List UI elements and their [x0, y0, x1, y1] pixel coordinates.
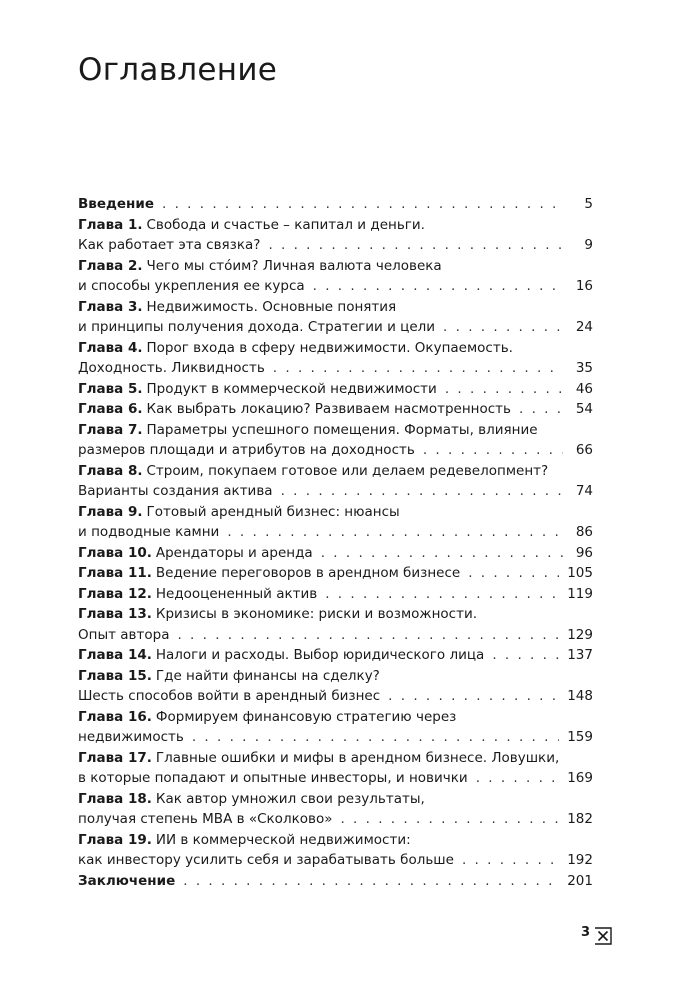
toc-entry-text — [78, 522, 219, 543]
toc-chapter-label: Глава 11. — [78, 565, 152, 581]
toc-leader-dots — [273, 358, 563, 379]
toc-chapter-label: Глава 13. — [78, 606, 152, 622]
toc-entry-title: Опыт автора — [78, 626, 170, 643]
toc-page-number: 54 — [575, 401, 593, 417]
toc-entry-title: Параметры успешного помещения. Форматы, влияние — [146, 421, 538, 438]
toc-entry-text — [78, 276, 305, 297]
toc-entry-title: размеров площади и атрибутов на доходность — [78, 442, 415, 458]
toc-entry-title: Как выбрать локацию? Развиваем насмотренность — [146, 401, 511, 417]
toc-entry-title: Ведение переговоров в арендном бизнесе — [155, 565, 461, 581]
toc-page-number: 5 — [584, 196, 593, 212]
toc-entry-text — [78, 809, 332, 830]
toc-entry-text — [78, 461, 548, 482]
toc-entry-title: Шесть способов войти в арендный бизнес — [78, 688, 381, 704]
toc-chapter-label: Глава 12. — [78, 585, 152, 602]
toc-line — [78, 276, 593, 297]
toc-entry-text — [78, 399, 511, 420]
toc-entry-title: недвижимость — [78, 729, 184, 745]
toc-line — [78, 809, 593, 830]
toc-line — [78, 604, 593, 625]
toc-chapter-label: Глава 8. — [78, 462, 143, 479]
toc-entry-text — [78, 871, 175, 892]
toc-line — [78, 440, 593, 461]
toc-page-number: 182 — [567, 811, 593, 827]
toc-leader-dots — [325, 584, 559, 605]
toc-entry-title: и способы укрепления ее курса — [78, 278, 305, 294]
toc-line — [78, 215, 593, 236]
toc-leader-dots — [321, 543, 563, 564]
toc-line — [78, 379, 593, 400]
toc-entry-text — [78, 850, 454, 871]
x-box-icon — [592, 925, 614, 947]
toc-line — [78, 584, 593, 605]
toc-entry-text — [78, 727, 184, 748]
toc-chapter-label: Введение — [78, 196, 154, 212]
toc-line — [78, 645, 593, 666]
toc-line — [78, 850, 593, 871]
toc-entry-text — [78, 235, 260, 256]
toc-line — [78, 522, 593, 543]
toc-leader-dots — [445, 379, 563, 400]
toc-line — [78, 358, 593, 379]
toc-page-number: 16 — [575, 278, 593, 294]
toc-entry-title: Готовый арендный бизнес: нюансы — [146, 503, 400, 520]
toc-entry-text — [78, 440, 415, 461]
toc-entry-title: и принципы получения дохода. Стратегии и цели — [78, 319, 436, 335]
toc-line — [78, 256, 593, 277]
toc-line — [78, 502, 593, 523]
toc-entry-text — [78, 584, 317, 605]
toc-entry-title: в которые попадают и опытные инвесторы, и новички — [78, 770, 468, 786]
toc-entry-title: Варианты создания актива — [78, 483, 273, 499]
toc-chapter-label: Глава 9. — [78, 503, 143, 520]
toc-entry-text — [78, 502, 400, 523]
toc-leader-dots — [281, 481, 563, 502]
toc-chapter-label: Глава 7. — [78, 421, 143, 438]
toc-line — [78, 686, 593, 707]
toc-chapter-label: Глава 6. — [78, 401, 143, 417]
toc-chapter-label: Глава 15. — [78, 667, 152, 684]
toc-page-number: 137 — [567, 647, 593, 663]
toc-entry-text — [78, 297, 396, 318]
toc-entry-title: Налоги и расходы. Выбор юридического лица — [155, 647, 485, 663]
toc-entry-text — [78, 748, 559, 769]
toc-entry-title: Продукт в коммерческой недвижимости — [146, 380, 437, 397]
toc-line — [78, 625, 593, 646]
toc-entry-text — [78, 830, 411, 851]
toc-line — [78, 707, 593, 728]
toc-line — [78, 317, 593, 338]
toc-page-number: 169 — [567, 770, 593, 786]
toc-line — [78, 297, 593, 318]
toc-entry-title: Строим, покупаем готовое или делаем редевелопмент? — [146, 462, 549, 479]
toc-entry-text — [78, 686, 380, 707]
toc-chapter-label: Глава 3. — [78, 298, 143, 315]
table-of-contents — [78, 194, 593, 891]
toc-entry-text — [78, 256, 442, 277]
toc-leader-dots — [476, 768, 560, 789]
toc-page-number: 148 — [567, 688, 593, 704]
toc-page-number: 129 — [567, 626, 593, 643]
toc-leader-dots — [340, 809, 559, 830]
toc-entry-title: Где найти финансы на сделку? — [155, 667, 380, 684]
toc-page-number: 24 — [575, 319, 593, 335]
toc-leader-dots — [162, 194, 563, 215]
toc-entry-title: получая степень MBA в «Сколково» — [78, 811, 333, 827]
toc-line — [78, 235, 593, 256]
toc-page-number: 201 — [567, 872, 593, 889]
toc-page-number: 96 — [575, 544, 593, 561]
toc-leader-dots — [227, 522, 563, 543]
toc-page-number: 105 — [567, 565, 593, 581]
toc-entry-text — [78, 543, 313, 564]
toc-entry-title: и подводные камни — [78, 524, 220, 540]
toc-entry-text — [78, 358, 265, 379]
toc-entry-text — [78, 215, 425, 236]
toc-entry-text — [78, 194, 154, 215]
toc-leader-dots — [313, 276, 563, 297]
toc-entry-text — [78, 379, 437, 400]
toc-entry-title: Формируем финансовую стратегию через — [155, 708, 457, 725]
toc-page-number: 119 — [567, 585, 593, 602]
toc-leader-dots — [192, 727, 559, 748]
toc-entry-text — [78, 420, 538, 441]
toc-line — [78, 768, 593, 789]
toc-line — [78, 871, 593, 892]
toc-entry-text — [78, 604, 477, 625]
toc-page-number: 74 — [575, 483, 593, 499]
toc-line — [78, 543, 593, 564]
toc-line — [78, 748, 593, 769]
toc-chapter-label: Глава 5. — [78, 380, 143, 397]
toc-line — [78, 420, 593, 441]
toc-line — [78, 563, 593, 584]
toc-chapter-label: Глава 2. — [78, 257, 143, 274]
toc-entry-text — [78, 625, 169, 646]
toc-entry-text — [78, 789, 425, 810]
toc-leader-dots — [423, 440, 563, 461]
toc-chapter-label: Глава 10. — [78, 544, 152, 561]
toc-entry-title: Порог входа в сферу недвижимости. Окупаемость. — [146, 339, 513, 356]
toc-page-number: 66 — [575, 442, 593, 458]
toc-chapter-label: Глава 1. — [78, 216, 143, 233]
toc-line — [78, 194, 593, 215]
toc-line — [78, 461, 593, 482]
toc-entry-title: Арендаторы и аренда — [155, 544, 313, 561]
toc-entry-title: как инвестору усилить себя и зарабатывать больше — [78, 852, 454, 868]
toc-chapter-label: Глава 17. — [78, 749, 152, 766]
toc-entry-text — [78, 666, 380, 687]
toc-entry-text — [78, 768, 468, 789]
toc-entry-title: Свобода и счастье – капитал и деньги. — [146, 216, 425, 233]
toc-leader-dots — [462, 850, 559, 871]
toc-leader-dots — [443, 317, 563, 338]
toc-chapter-label: Глава 16. — [78, 708, 152, 725]
toc-leader-dots — [268, 235, 563, 256]
toc-entry-text — [78, 707, 456, 728]
toc-chapter-label: Глава 14. — [78, 647, 152, 663]
toc-leader-dots — [177, 625, 559, 646]
toc-leader-dots — [519, 399, 563, 420]
toc-line — [78, 789, 593, 810]
toc-leader-dots — [492, 645, 559, 666]
toc-entry-title: ИИ в коммерческой недвижимости: — [155, 831, 411, 848]
toc-entry-title: Недвижимость. Основные понятия — [146, 298, 397, 315]
toc-entry-text — [78, 563, 460, 584]
toc-line — [78, 481, 593, 502]
toc-entry-text — [78, 317, 435, 338]
toc-chapter-label: Глава 4. — [78, 339, 143, 356]
toc-entry-title: Главные ошибки и мифы в арендном бизнесе. Ловушки, — [155, 749, 560, 766]
toc-entry-text — [78, 338, 513, 359]
toc-entry-title: Недооцененный актив — [155, 585, 318, 602]
toc-leader-dots — [183, 871, 559, 892]
toc-entry-text — [78, 481, 273, 502]
toc-leader-dots — [388, 686, 559, 707]
toc-chapter-label: Глава 19. — [78, 831, 152, 848]
toc-line — [78, 830, 593, 851]
toc-entry-title: Чего мы сто́им? Личная валюта человека — [146, 257, 442, 274]
toc-leader-dots — [468, 563, 559, 584]
toc-entry-title: Как автор умножил свои результаты, — [155, 790, 425, 807]
page-number: 3 — [581, 925, 591, 940]
toc-entry-text — [78, 645, 484, 666]
toc-page-number: 86 — [575, 524, 593, 540]
toc-page-number: 9 — [584, 237, 593, 253]
toc-line — [78, 399, 593, 420]
toc-line — [78, 727, 593, 748]
toc-line — [78, 338, 593, 359]
page-title: Оглавление — [78, 52, 278, 88]
toc-chapter-label: Глава 18. — [78, 790, 152, 807]
toc-entry-title: Кризисы в экономике: риски и возможности. — [155, 606, 478, 622]
toc-entry-title: Как работает эта связка? — [78, 237, 261, 253]
toc-page-number: 192 — [567, 852, 593, 868]
toc-chapter-label: Заключение — [78, 872, 176, 889]
toc-entry-title: Доходность. Ликвидность — [78, 360, 265, 376]
toc-page-number: 159 — [567, 729, 593, 745]
toc-line — [78, 666, 593, 687]
toc-page-number: 35 — [575, 360, 593, 376]
toc-page-number: 46 — [575, 380, 593, 397]
